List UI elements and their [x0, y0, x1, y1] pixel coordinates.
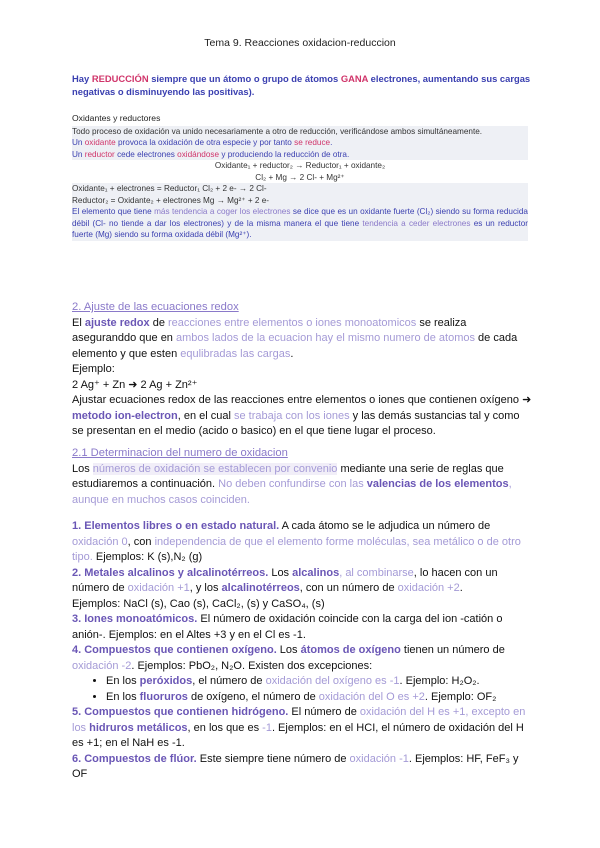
text: , en el cual — [177, 409, 234, 422]
text: y las demás sustancias tal y como se presentan en el medio (acido o basico) en el que tiene lugar el proceso. — [72, 409, 520, 437]
text: En los — [106, 675, 140, 687]
text: siempre que un átomo o grupo de átomos — [148, 73, 341, 84]
term: ajuste redox — [84, 316, 150, 329]
highlight: oxidación 0 — [72, 535, 128, 548]
text: En los — [106, 690, 140, 703]
ajuste-section — [72, 300, 532, 440]
rule-title: 4. Compuestos que contienen oxígeno. — [72, 644, 277, 656]
strength-paragraph — [72, 206, 528, 241]
term-reduccion: REDUCCIÓN — [91, 73, 149, 84]
highlight: equlibradas las cargas — [180, 347, 291, 360]
section-heading: 2. Ajuste de las ecuaciones redox — [72, 301, 239, 313]
text: se realiza aseguranddo que en — [72, 316, 467, 344]
text: . — [330, 138, 333, 147]
term: alcalinotérreos — [221, 582, 300, 594]
text: , el número de — [192, 675, 266, 687]
text: Un — [72, 149, 85, 159]
text: Los — [276, 644, 301, 656]
highlight: No deben confundirse con las — [218, 478, 367, 490]
text: El elemento que tiene — [72, 207, 155, 216]
paragraph — [72, 316, 532, 363]
term-reductor: reductor — [84, 149, 115, 159]
example-equation: 2 Ag⁺ + Zn ➜ 2 Ag + Zn²⁺ — [72, 378, 198, 391]
term-se-reduce: se reduce — [294, 138, 331, 147]
text: , y los — [189, 582, 222, 594]
exceptions-list — [72, 674, 532, 705]
equation-line: Reductor₂ = Oxidante₂ + electrones Mg → Mg²⁺ + 2 e- — [72, 195, 528, 207]
text: Los — [268, 566, 293, 579]
reductor-line — [72, 149, 528, 161]
text: Un — [72, 138, 85, 147]
term: metodo ion-electron — [72, 409, 178, 422]
text: . — [290, 347, 294, 360]
highlight: oxidación +1 — [127, 582, 190, 594]
highlight: tendencia a ceder electrones — [362, 218, 471, 228]
text: es un reductor fuerte (Mg) siendo su forma oxidada débil (Mg²⁺). — [72, 218, 528, 239]
section-heading: 2.1 Determinacion del numero de oxidacion — [72, 447, 288, 459]
highlight: ambos lados de la ecuacion hay el mismo numero de atomos — [175, 332, 475, 344]
highlight: oxidación -2 — [72, 659, 132, 672]
rule-title: 2. Metales alcalinos y alcalinotérreos. — [72, 566, 269, 579]
highlight: más tendencia a coger los electrones — [154, 207, 291, 216]
highlight: , excepto en los — [72, 706, 526, 734]
rule-title: 5. Compuestos que contienen hidrógeno. — [72, 706, 289, 718]
text: , con — [127, 535, 155, 548]
text: , con un número de — [299, 582, 398, 594]
highlight: oxidación del oxígeno es -1 — [265, 675, 400, 687]
rules-list — [72, 519, 532, 783]
text: . Ejemplos: HF, FeF₃ y OF — [72, 752, 519, 780]
rule-3 — [72, 612, 532, 643]
text: Ajustar ecuaciones redox de las reacciones entre elementos o iones que contienen oxígeno ➜ — [72, 394, 532, 406]
text: . — [459, 582, 463, 594]
highlight: -1 — [262, 721, 272, 734]
text: Este siempre tiene número de — [196, 752, 350, 765]
text: Los — [72, 462, 93, 475]
rule-2-examples: Ejemplos: NaCl (s), Cao (s), CaCl₂, (s) y CaSO₄, (s) — [72, 597, 325, 610]
text: tienen un número de — [400, 644, 505, 656]
term: valencias de los elementos — [366, 478, 509, 490]
text: El número de — [288, 706, 360, 718]
page-title: Tema 9. Reacciones oxidacion-reduccion — [204, 37, 396, 49]
equation: Oxidante₁ + reductor₂ → Reductor₁ + oxidante₂ — [214, 161, 386, 170]
text: . Ejemplos: en el HCI, el número de oxidación del H es +1; en el NaH es -1. — [72, 721, 524, 749]
rule-4 — [72, 643, 532, 674]
rule-title: 1. Elementos libres o en estado natural. — [72, 520, 280, 532]
text: , lo hacen con un número de — [72, 566, 498, 594]
term-gana: GANA — [340, 73, 369, 84]
text: . Ejemplos: PbO₂, N₂O. Existen dos excepciones: — [131, 659, 373, 672]
term-oxidandose: oxidándose — [177, 149, 220, 159]
term: alcalinos — [292, 566, 340, 579]
text: . Ejemplo: H₂O₂. — [399, 675, 480, 687]
text: cede electrones — [114, 149, 178, 159]
equation: Cl₂ + Mg → 2 Cl- + Mg²⁺ — [255, 172, 345, 182]
highlight: oxidación del O es +2 — [318, 690, 425, 703]
paragraph: Todo proceso de oxidación va unido necesariamente a otro de reducción, verificándose ambos simultáneamente. — [72, 126, 528, 138]
rule-2 — [72, 566, 532, 597]
text: Hay — [72, 73, 92, 84]
text: y produciendo la reducción de otra. — [219, 149, 350, 159]
text: , en los que es — [187, 721, 263, 734]
highlight: reacciones entre elementos o iones monoatomicos — [168, 316, 417, 329]
section-heading: Oxidantes y reductores — [72, 113, 161, 123]
term: átomos de oxígeno — [300, 644, 401, 656]
text: electrones, aumentando sus cargas negativas o disminuyendo las positivas). — [72, 73, 531, 97]
text: de cada elemento y que esten — [72, 332, 518, 360]
term-oxidante: oxidante — [84, 138, 116, 147]
text: de oxígeno, el número de — [187, 690, 319, 703]
reduction-definition — [72, 72, 532, 98]
determinacion-section — [72, 446, 532, 508]
rule-title: 6. Compuestos de flúor. — [72, 752, 197, 765]
text: El número de oxidación coincide con la carga del ion -catión o anión-. Ejemplos: en el Altes +3 y en el Cl es -1. — [72, 613, 503, 641]
list-item — [106, 690, 532, 706]
rule-1 — [72, 519, 532, 566]
highlight: oxidación +2 — [397, 582, 460, 594]
text: El — [72, 316, 85, 329]
rule-5 — [72, 705, 532, 752]
highlight: oxidación -1 — [349, 752, 409, 765]
text: , aunque — [72, 478, 512, 506]
text: Ejemplos: K (s),N₂ (g) — [92, 551, 203, 563]
text: . Ejemplo: OF₂ — [424, 690, 497, 703]
rule-6 — [72, 752, 532, 783]
text: de — [149, 316, 169, 329]
example-label: Ejemplo: — [72, 363, 115, 375]
text: se dice que es un oxidante fuerte (Cl₂) siendo su forma reducida débil (Cl- no tiende a dar los electrones) y de la misma manera el que tiene — [72, 207, 528, 228]
paragraph — [72, 462, 532, 509]
equation-line: Oxidante₁ + electrones = Reductor₁ Cl₂ + 2 e- → 2 Cl- — [72, 183, 528, 195]
term: peróxidos — [139, 675, 193, 687]
term: hidruros metálicos — [89, 721, 188, 734]
highlight: oxidación del H es +1 — [359, 706, 466, 718]
oxidants-reductors-section — [72, 113, 528, 241]
oxidant-line — [72, 137, 528, 149]
text: A cada átomo se le adjudica un número de — [279, 520, 491, 532]
highlight: , al combinarse — [339, 566, 414, 579]
highlight: números de oxidación se establecen por convenio — [92, 462, 338, 475]
highlight: independencia de que el elemento forme moléculas, sea metálico o de otro tipo. — [72, 535, 521, 563]
text: en muchos casos coinciden. — [111, 493, 250, 506]
text: provoca la oxidación de otra especie y por tanto — [115, 138, 295, 147]
list-item — [106, 674, 532, 690]
paragraph — [72, 393, 532, 440]
highlight: se trabaja con los iones — [234, 409, 350, 422]
rule-title: 3. Iones monoatómicos. — [72, 613, 198, 625]
term: fluoruros — [139, 690, 188, 703]
text: mediante una serie de reglas que estudiaremos a continuación. — [72, 462, 504, 490]
